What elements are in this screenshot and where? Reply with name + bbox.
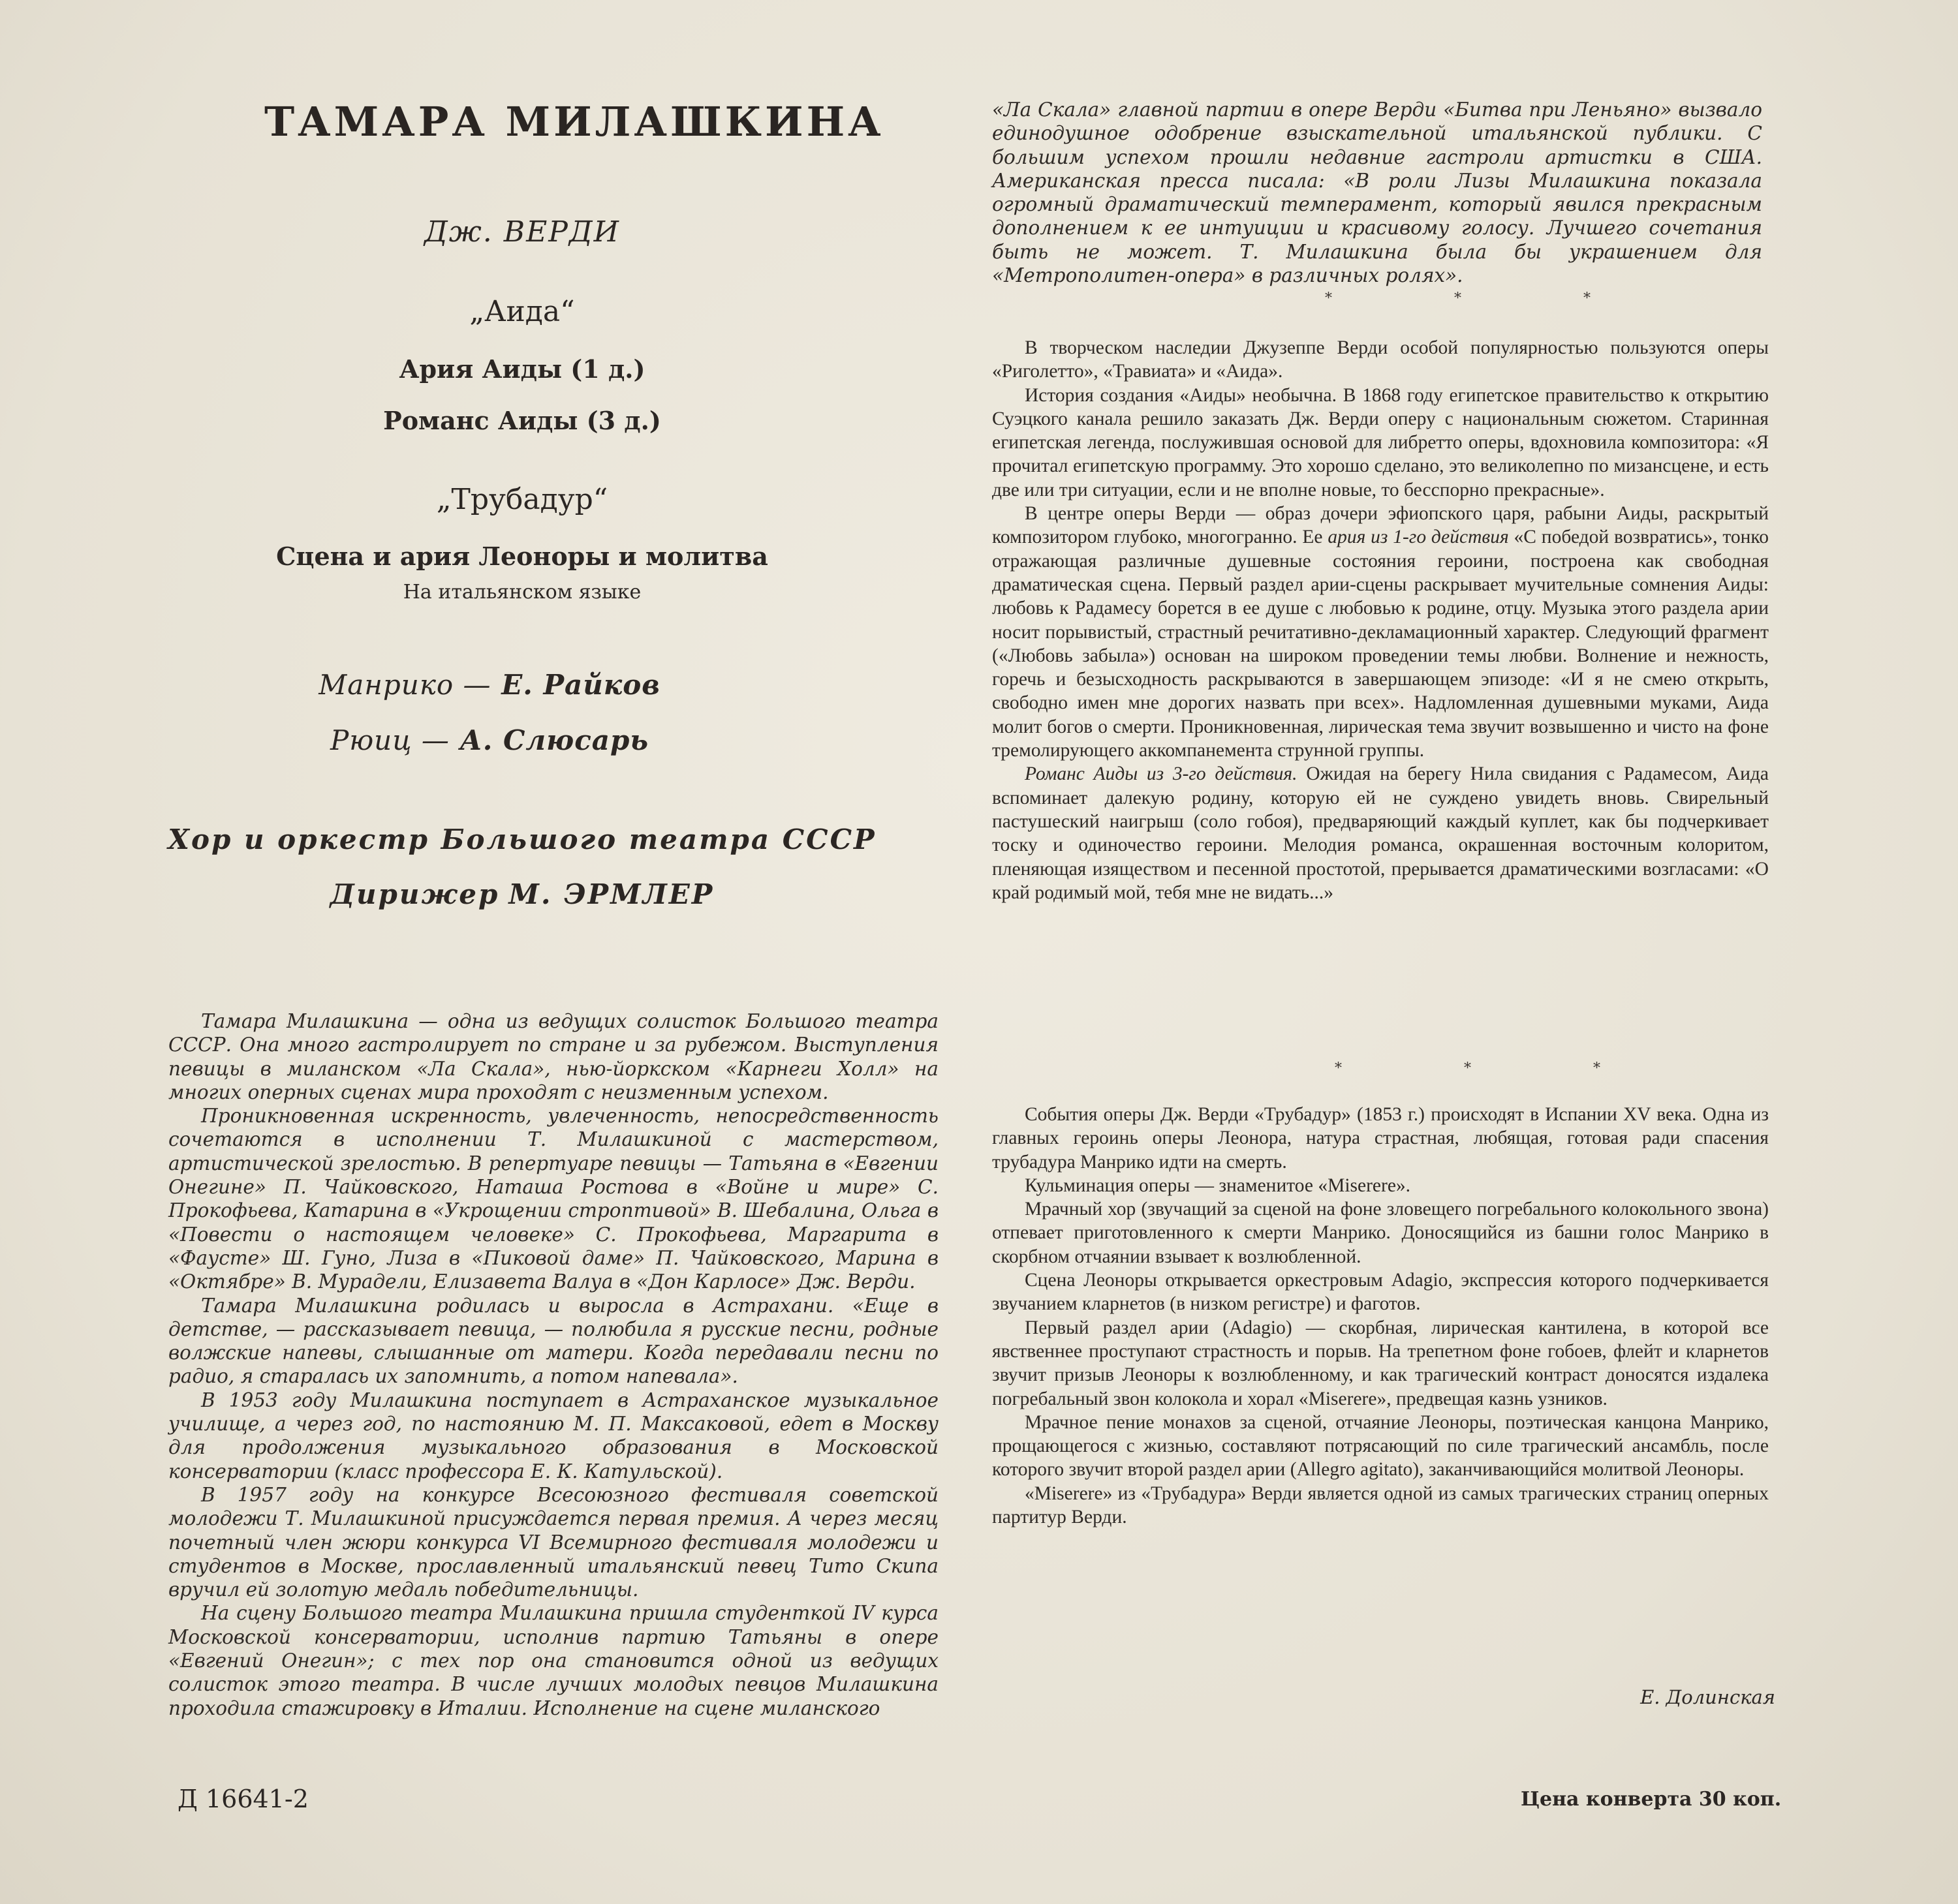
essay-paragraph: Сцена Леоноры открывается оркестровым Adagio, экспрессия которого подчеркивается звучанием кларнетов (в низком регистре) и фаготов. xyxy=(992,1270,1769,1315)
essay-paragraph xyxy=(992,502,1769,762)
price-label: Цена конверта 30 коп. xyxy=(1521,1788,1782,1811)
biography-continuation xyxy=(992,98,1762,287)
page-title: ТАМАРА МИЛАШКИНА xyxy=(264,98,884,146)
track-leonora-scene: Сцена и ария Леоноры и молитва xyxy=(276,542,768,571)
essay-paragraph: История создания «Аиды» необычна. В 1868 году египетское правительство к открытию Суэцкого канала решило заказать Дж. Верди оперу с национальным сюжетом. Старинная египетская легенда, послужившая основой для либретто оперы, вдохновила композитора: «Я прочитал египетскую программу. Это хорошо сделано, это великолепно по мизансцене, и есть две или три ситуации, если и не вполне новые, то бесспорно прекрасные». xyxy=(992,384,1769,500)
emphasis-text: Романс Аиды из 3-го действия. xyxy=(1025,763,1298,785)
emphasis-text: ария из 1-го действия xyxy=(1328,527,1509,548)
essay-paragraph: События оперы Дж. Верди «Трубадур» (1853 г.) происходят в Испании XV века. Одна из главных героинь оперы Леонора, натура страстная, любящая, готовая ради спасения трубадура Манрико идти на смерть. xyxy=(992,1104,1769,1173)
cast-role: Манрико — xyxy=(319,669,491,701)
text-run: «С победой возвратись», тонко отражающая различные душевные состояния героини, построена как свободная драматическая сцена. Первый раздел арии-сцены раскрывает мучительные сомнения Аиды: любовь к Радамесу борется в ее душе с любовью к родине, отцу. Музыка этого раздела арии носит порывистый, страстный речитативно-декламационный характер. Следующий фрагмент («Любовь забыла») основан на широком проведении темы любви. Волнение и нежность, горечь и безысходность раскрываются в завершающем эпизоде: «И я не смею открыть, свободно имен мне дорогих назвать при всех». Надломленная душевными муками, Аида молит богов о смерти. Проникновенная, лирическая тема звучит возвышенно и чисто на фоне тремолирующего аккомпанемента струнной группы. xyxy=(992,527,1769,761)
bio-paragraph: На сцену Большого театра Милашкина пришла студенткой IV курса Московской консерватории, исполнив партию Татьяны в опере «Евгений Онегин»; с тех пор она становится одной из ведущих солисток этого театра. В числе лучших молодых певцов Милашкина проходила стажировку в Италии. Исполнение на сцене миланского xyxy=(168,1602,939,1719)
essay-paragraph: Кульминация оперы — знаменитое «Miserere». xyxy=(1025,1175,1411,1196)
trovatore-essay xyxy=(992,1103,1769,1529)
cast-performer: А. Слюсарь xyxy=(459,724,649,756)
bio-paragraph: Тамара Милашкина родилась и выросла в Астрахани. «Еще в детстве, — рассказывает певица, — полюбила я русские песни, родные волжские напевы, слышанные от матери. Когда передавали песни по радио, я старалась их запомнить, а потом напевала». xyxy=(168,1294,939,1388)
essay-paragraph: Первый раздел арии (Adagio) — скорбная, лирическая кантилена, в которой все явственнее проступают страстность и порыв. На трепетном фоне гобоев, флейт и кларнетов звучит призыв Леоноры к возлюбленному, и как трагический контраст доносятся издалека погребальный звон колокола и хорал «Miserere», предвещая казнь узников. xyxy=(992,1317,1769,1409)
opera-title-trovatore: „Трубадур“ xyxy=(436,483,608,516)
essay-paragraph: В творческом наследии Джузеппе Верди особой популярностью пользуются оперы «Риголетто», «Травиата» и «Аида». xyxy=(992,337,1769,382)
cast-role: Рюиц — xyxy=(330,724,450,756)
cast-ruiz xyxy=(131,724,848,756)
author-signature: Е. Долинская xyxy=(1640,1686,1775,1708)
cast-performer: Е. Райков xyxy=(501,669,660,701)
text-run: В центре оперы Верди — образ дочери эфиопского царя, рабыни Аиды, раскрытый композитором глубоко, многогранно. Ее xyxy=(992,503,1769,548)
bio-paragraph: В 1953 году Милашкина поступает в Астраханское музыкальное училище, а через год, по настоянию М. П. Максаковой, едет в Москву для продолжения музыкального образования в Московской консерватории (класс профессора Е. К. Катульской). xyxy=(168,1389,939,1482)
cast-manrico xyxy=(131,669,848,701)
section-separator: * * * xyxy=(1325,290,1649,307)
essay-paragraph: «Miserere» из «Трубадура» Верди является одной из самых трагических страниц оперных партитур Верди. xyxy=(992,1482,1769,1528)
biography-text xyxy=(168,1009,939,1720)
text-run: Ожидая на берегу Нила свидания с Радамесом, Аида вспоминает далекую родину, которую ей не суждено увидеть вновь. Свирельный пастушеский наигрыш (соло гобоя), предваряющий каждый куплет, как бы подчеркивает тоску и одиночество героини. Мелодия романса, окрашенная восточным колоритом, пленяющая изяществом и песенной простотой, прерывается драматическими возгласами: «О край родимый мой, тебя мне не видать...» xyxy=(992,763,1769,903)
section-separator: * * * xyxy=(1335,1060,1659,1077)
composer-name: Дж. ВЕРДИ xyxy=(424,215,620,249)
essay-paragraph: Мрачный хор (звучащий за сценой на фоне зловещего погребального колокольного звона) отпевает приготовленного к смерти Манрико. Доносящийся из башни голос Манрико в скорбном отчаянии взывает к возлюбленной. xyxy=(992,1199,1769,1267)
opera-title-aida: „Аида“ xyxy=(469,295,575,328)
track-romance-aida: Романс Аиды (3 д.) xyxy=(383,406,661,435)
conductor-name: М. ЭРМЛЕР xyxy=(508,878,715,910)
conductor-role: Дирижер xyxy=(330,878,500,910)
bio-paragraph: Проникновенная искренность, увлеченность, непосредственность сочетаются в исполнении Т. Милашкиной с мастерством, артистической зрелостью. В репертуаре певицы — Татьяна в «Евгении Онегине» П. Чайковского, Наташа Ростова в «Войне и мире» С. Прокофьева, Катарина в «Укрощении строптивой» В. Шебалина, Ольга в «Повести о настоящем человеке» С. Прокофьева, Маргарита в «Фаусте» Ш. Гуно, Лиза в «Пиковой даме» П. Чайковского, Марина в «Октябре» В. Мурадели, Елизавета Валуа в «Дон Карлосе» Дж. Верди. xyxy=(168,1105,939,1293)
conductor xyxy=(163,878,881,910)
essay-paragraph xyxy=(992,762,1769,904)
bio-paragraph: В 1957 году на конкурсе Всесоюзного фестиваля советской молодежи Т. Милашкиной присуждается первая премия. А через месяц почетный член жюри конкурса VI Всемирного фестиваля молодежи и студентов в Москве, прославленный итальянский певец Тито Скипа вручил ей золотую медаль победительницы. xyxy=(168,1483,939,1601)
choir-orchestra: Хор и оркестр Большого театра СССР xyxy=(168,823,877,855)
bio-paragraph: Тамара Милашкина — одна из ведущих солисток Большого театра СССР. Она много гастролирует по стране и за рубежом. Выступления певицы в миланском «Ла Скала», нью-йоркском «Карнеги Холл» на многих оперных сценах мира проходят с неизменным успехом. xyxy=(168,1010,939,1103)
bio-continuation-paragraph: «Ла Скала» главной партии в опере Верди «Битва при Леньяно» вызвало единодушное одобрение взыскательной итальянской публики. С большим успехом прошли недавние гастроли артистки в США. Американская пресса писала: «В роли Лизы Милашкина показала огромный драматический темперамент, который явился прекрасным дополнением к ее интуиции и красивому голосу. Лучшего сочетания быть не может. Т. Милашкина была бы украшением для «Метрополитен-опера» в различных ролях». xyxy=(992,99,1762,287)
track-aria-aida: Ария Аиды (1 д.) xyxy=(399,354,645,384)
aida-essay xyxy=(992,336,1769,904)
catalog-number: Д 16641-2 xyxy=(178,1785,309,1813)
essay-paragraph: Мрачное пение монахов за сценой, отчаяние Леоноры, поэтическая канцона Манрико, прощающегося с жизнью, составляют потрясающий по силе трагический ансамбль, после которого звучит второй раздел арии (Allegro agitato), заканчивающийся молитвой Леоноры. xyxy=(992,1411,1769,1481)
language-note: На итальянском языке xyxy=(403,581,642,604)
